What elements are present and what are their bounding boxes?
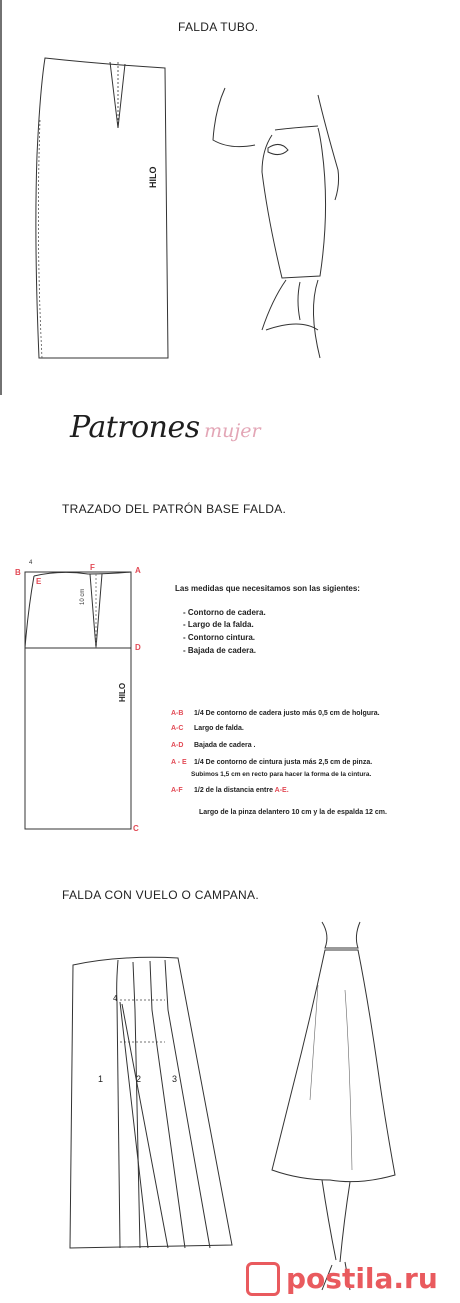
step-text-4: 1/4 De contorno de cintura justa más 2,5 cm de pinza.	[194, 759, 373, 766]
logo-main-text: Patrones	[70, 410, 200, 445]
need-3: - Contorno cintura.	[183, 633, 255, 642]
section2-title: TRAZADO DEL PATRÓN BASE FALDA.	[62, 502, 287, 516]
panel-2-label: 2	[136, 1074, 142, 1084]
step-text-5-main: 1/2 de la distancia entre	[194, 787, 273, 794]
need-2: - Largo de la falda.	[183, 620, 254, 629]
step-text-2: Largo de falda.	[194, 725, 244, 732]
point-C: C	[133, 824, 139, 833]
point-F: F	[90, 563, 95, 572]
section2-grain-label: HILO	[118, 682, 127, 702]
section3-title: FALDA CON VUELO O CAMPANA.	[62, 888, 259, 902]
small-mark: 4	[29, 560, 33, 566]
point-E: E	[36, 577, 42, 586]
step-code-4: A - E	[171, 759, 187, 766]
logo-sub-text: mujer	[204, 420, 261, 442]
step-text-3: Bajada de cadera .	[194, 742, 256, 749]
watermark-text: postila.ru	[286, 1262, 438, 1295]
step-code-3: A-D	[171, 742, 184, 749]
need-4: - Bajada de cadera.	[183, 646, 256, 655]
point-B: B	[15, 568, 21, 577]
step-extra-4: Subimos 1,5 cm en recto para hacer la forma de la cintura.	[191, 771, 372, 778]
section1-grain-label: HILO	[148, 166, 158, 188]
step-5-ref: A-E.	[274, 787, 289, 794]
point-D: D	[135, 643, 141, 652]
panel-3-label: 3	[172, 1074, 178, 1084]
section1-title: FALDA TUBO.	[178, 20, 259, 34]
intro-text: Las medidas que necesitamos son las sigientes:	[175, 584, 360, 593]
marker-label: 4	[113, 994, 118, 1003]
step-code-1: A-B	[171, 710, 184, 717]
watermark-logo-icon	[246, 1262, 280, 1296]
point-A: A	[135, 566, 141, 575]
step-code-5: A-F	[171, 787, 183, 794]
need-1: - Contorno de cadera.	[183, 608, 266, 617]
dart-note: Largo de la pinza delantero 10 cm y la de espalda 12 cm.	[199, 809, 387, 816]
step-text-1: 1/4 De contorno de cadera justo más 0,5 cm de holgura.	[194, 710, 380, 717]
dart-measure: 10 cm	[80, 588, 86, 605]
step-code-2: A-C	[171, 725, 184, 732]
panel-1-label: 1	[98, 1074, 104, 1084]
